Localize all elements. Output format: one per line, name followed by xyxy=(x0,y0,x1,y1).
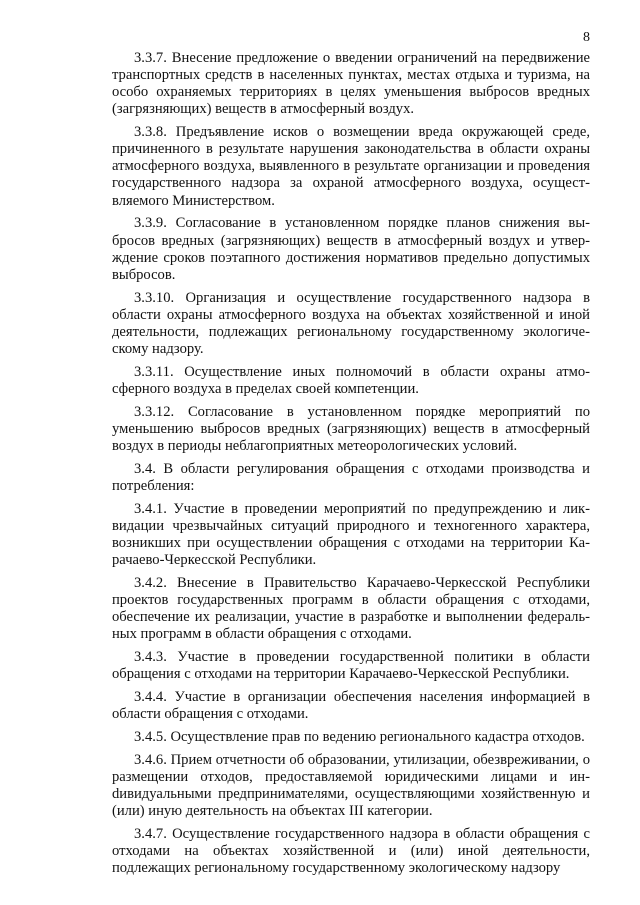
paragraph-3-4-5: 3.4.5. Осуществление прав по ведению регионального кадастра отходов. xyxy=(134,729,585,746)
paragraph-3-4-7: 3.4.7. Осуществление государственного надзора в области обращения с отходами на объектах хозяйственной и (или) иной деятельности, подлежащих региональному государственному экологическому надзору xyxy=(112,826,590,877)
paragraph-3-4-3: 3.4.3. Участие в проведении государственной политики в области обращения с отходами на территории Карачаево-Черкесской Республики. xyxy=(112,649,590,683)
paragraph-3-3-7: 3.3.7. Внесение предложение о введении ограничений на передвижение транспортных средств в населенных пунктах, местах отдыха и туризма, на особо охраняемых территориях в целях уменьшения выбросов вредных (загрязняющих) веществ в атмосферный воздух. xyxy=(112,50,590,118)
paragraph-3-3-8: 3.3.8. Предъявление исков о возмещении вреда окружающей среде, причиненного в результате нарушения законодательства в области охраны атмосферного воздуха, выявленного в результате организации и проведения государственного надзора за охраной атмосферного воздуха, осуществляемого Министерством. xyxy=(112,124,590,209)
paragraph-3-4: 3.4. В области регулирования обращения с отходами производства и потребления: xyxy=(112,460,590,494)
document-body xyxy=(112,50,590,883)
paragraph-3-3-12: 3.3.12. Согласование в установленном порядке мероприятий по уменьшению выбросов вредных (загрязняющих) веществ в атмосферный воздух в периоды неблагоприятных метеорологических условий. xyxy=(112,403,590,454)
paragraph-3-3-10: 3.3.10. Организация и осуществление государственного надзора в области охраны атмосферного воздуха на объектах хозяйственной и иной деятельности, подлежащих региональному государственному экологическому надзору. xyxy=(112,289,590,357)
paragraph-3-3-9: 3.3.9. Согласование в установленном порядке планов снижения выбросов вредных (загрязняющих) веществ в атмосферный воздух и утверждение сроков поэтапного достижения нормативов предельно допустимых выбросов. xyxy=(112,215,590,283)
paragraph-3-4-6: 3.4.6. Прием отчетности об образовании, утилизации, обезвреживании, о размещении отходов, предоставляемой юридическими лицами и инdивидуальными предпринимателями, осуществляющими хозяйственную и (или) иную деятельность на объектах III категории. xyxy=(112,752,590,820)
paragraph-3-4-2: 3.4.2. Внесение в Правительство Карачаево-Черкесской Республики проектов государственных программ в области обращения с отходами, обеспечение их реализации, участие в разработке и выполнении федеральных программ в области обращения с отходами. xyxy=(112,575,590,643)
paragraph-3-4-1: 3.4.1. Участие в проведении мероприятий по предупреждению и ликвидации чрезвычайных ситуаций природного и техногенного характера, возникших при осуществлении обращения с отходами на территории Карачаево-Черкесской Республики. xyxy=(112,500,590,569)
paragraph-3-3-11: 3.3.11. Осуществление иных полномочий в области охраны атмосферного воздуха в пределах своей компетенции. xyxy=(112,363,590,397)
page-number: 8 xyxy=(583,30,590,45)
paragraph-3-4-4: 3.4.4. Участие в организации обеспечения населения информацией в области обращения с отходами. xyxy=(112,689,590,723)
